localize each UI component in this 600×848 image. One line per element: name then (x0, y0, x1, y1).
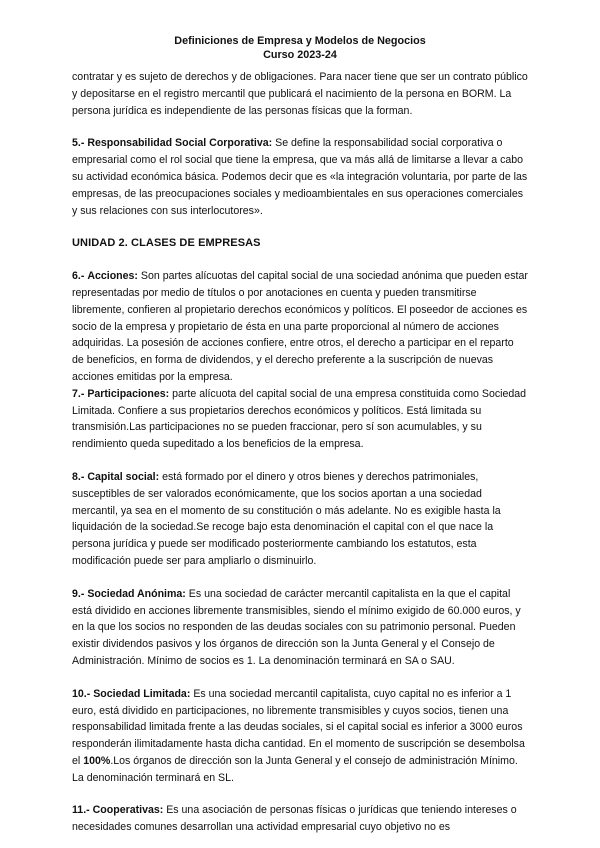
definition-7-term: Participaciones: (87, 387, 170, 400)
definition-10-text-b: .Los órganos de dirección son la Junta General y el consejo de administración Mínimo. La denominación terminará en SL. (72, 754, 518, 784)
definition-7 (72, 386, 528, 453)
document-header (72, 34, 528, 62)
definition-6-number: 6.- (72, 270, 85, 283)
definition-7-text: parte alícuota del capital social de una empresa constituida como Sociedad Limitada. Confiere a sus propietarios derechos económicos y políticos. Está limitada su transmisión.Las participaciones no se pueden fraccionar, pero sí son acumulables, y su rendimiento queda supeditado a los beneficios de la empresa. (72, 387, 527, 451)
definition-5 (72, 135, 528, 219)
definition-5-term: Responsabilidad Social Corporativa: (87, 137, 273, 150)
definition-11 (72, 802, 528, 836)
definition-10-term: Sociedad Limitada: (93, 687, 191, 700)
definition-10-text-a: Es una sociedad mercantil capitalista, cuyo capital no es inferior a 1 euro, está dividido en participaciones, no libremente transmisibles y cuyos socios, tienen una responsabilidad limitada frente a las deudas sociales, si el capital social es inferior a 3000 euros responderán ilimitadamente hasta dicha cantidad. En el momento de suscripción se desembolsa el (72, 687, 525, 767)
definition-8-text: está formado por el dinero y otros bienes y derechos patrimoniales, susceptibles de ser valorados económicamente, que los socios aportan a una sociedad mercantil, ya sea en el momento de su constitución o más adelante. No es exigible hasta la liquidación de la sociedad.Se recoge bajo esta denominación el capital con el que nace la persona jurídica y puede ser modificado posteriormente cambiando los estatutos, esta modificación puede ser para ampliarlo o disminuirlo. (72, 470, 501, 567)
definition-10 (72, 686, 528, 787)
definition-8-term: Capital social: (87, 470, 160, 483)
definition-6-text: Son partes alícuotas del capital social de una sociedad anónima que pueden estar representadas por medio de títulos o por anotaciones en cuenta y pueden transmitirse libremente, confieren al propietario derechos económicos y políticos. El poseedor de acciones es socio de la empresa y propietario de ésta en una parte proporcional al número de acciones adquiridas. La posesión de acciones confiere, entre otros, el derecho a participar en el reparto de beneficios, en forma de dividendos, y el derecho preferente a la suscripción de nuevas acciones emitidas por la empresa. (72, 270, 528, 383)
definition-6 (72, 268, 528, 386)
definition-10-number: 10.- (72, 687, 91, 700)
intro-continuation-paragraph: contratar y es sujeto de derechos y de obligaciones. Para nacer tiene que ser un contrato público y depositarse en el registro mercantil que publicará el nacimiento de la persona en BORM. La persona jurídica es independiente de las personas físicas que la forman. (72, 71, 528, 117)
definition-5-number: 5.- (72, 137, 85, 150)
definition-8 (72, 469, 528, 570)
definition-5-text: Se define la responsabilidad social corporativa o empresarial como el rol social que tiene la empresa, que va más allá de limitarse a llevar a cabo su actividad económica básica. Podemos decir que es «la integración voluntaria, por parte de las empresas, de las preocupaciones sociales y medioambientales en sus operaciones comerciales y sus relaciones con sus interlocutores». (72, 137, 528, 217)
document-title: Definiciones de Empresa y Modelos de Negocios (174, 35, 426, 47)
definition-9-text: Es una sociedad de carácter mercantil capitalista en la que el capital está dividido en acciones libremente transmisibles, siendo el mínimo exigido de 60.000 euros, y en la que los socios no responden de las deudas sociales con su patrimonio personal. Pueden existir dividendos pasivos y los órganos de dirección son la Junta General y el Consejo de Administración. Mínimo de socios es 1. La denominación terminará en SA o SAU. (72, 587, 521, 667)
definition-8-number: 8.- (72, 470, 85, 483)
definition-11-number: 11.- (72, 804, 90, 817)
definition-9 (72, 586, 528, 670)
definition-11-term: Cooperativas: (92, 804, 164, 817)
definition-9-number: 9.- (72, 587, 85, 600)
course-label: Curso 2023-24 (263, 49, 337, 61)
definition-6-term: Acciones: (87, 270, 138, 283)
definition-9-term: Sociedad Anónima: (87, 587, 186, 600)
definition-7-number: 7.- (72, 387, 85, 400)
definition-10-percentage: 100% (83, 754, 111, 767)
unit-2-heading: UNIDAD 2. CLASES DE EMPRESAS (72, 237, 261, 250)
definition-11-text: Es una asociación de personas físicas o jurídicas que teniendo intereses o necesidades comunes desarrollan una actividad empresarial cuyo objetivo no es (72, 804, 517, 834)
